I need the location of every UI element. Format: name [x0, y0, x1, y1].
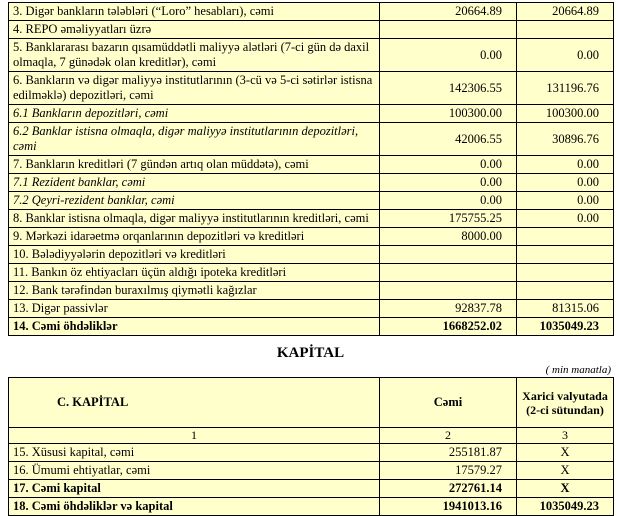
table-row: [9, 318, 614, 336]
row-label: 17. Cəmi kapital: [9, 480, 380, 498]
table-row: [9, 462, 614, 480]
capital-subheader-row: [9, 428, 614, 444]
column-number-2: 2: [380, 428, 517, 444]
row-value-xarici: X: [517, 462, 614, 480]
table-row: [9, 480, 614, 498]
table-row: [9, 174, 614, 192]
row-label: 13. Digər passivlər: [9, 300, 380, 318]
table-row: [9, 246, 614, 264]
row-value-cemi: 0.00: [380, 156, 517, 174]
row-value-xarici: 0.00: [517, 39, 614, 72]
column-number-3: 3: [517, 428, 614, 444]
row-value-cemi: 42006.55: [380, 123, 517, 156]
row-label: 7.1 Rezident banklar, cəmi: [9, 174, 380, 192]
row-value-cemi: 1668252.02: [380, 318, 517, 336]
table-row: [9, 444, 614, 462]
row-label: 12. Bank tərəfindən buraxılmış qiymətli kağızlar: [9, 282, 380, 300]
row-value-xarici: 0.00: [517, 156, 614, 174]
unit-note: ( min manatla): [545, 364, 611, 376]
row-label: 15. Xüsusi kapital, cəmi: [9, 444, 380, 462]
row-value-cemi: 17579.27: [380, 462, 517, 480]
row-value-cemi: [380, 264, 517, 282]
table-row: [9, 300, 614, 318]
row-label: 8. Banklar istisna olmaqla, digər maliyyə institutlarının kreditləri, cəmi: [9, 210, 380, 228]
table-row: [9, 156, 614, 174]
row-value-cemi: 0.00: [380, 39, 517, 72]
row-value-xarici: 20664.89: [517, 3, 614, 21]
row-value-xarici: X: [517, 444, 614, 462]
table-row: [9, 105, 614, 123]
row-value-xarici: [517, 282, 614, 300]
row-label: 3. Digər bankların tələbləri (“Loro” hesabları), cəmi: [9, 3, 380, 21]
capital-header-name: C. KAPİTAL: [9, 378, 380, 428]
row-label: 5. Banklararası bazarın qısamüddətli maliyyə alətləri (7-ci gün də daxil olmaqla, 7 günədək olan kreditlər), cəmi: [9, 39, 380, 72]
table-row: [9, 72, 614, 105]
row-label: 16. Ümumi ehtiyatlar, cəmi: [9, 462, 380, 480]
row-label: 10. Bələdiyyələrin depozitləri və kreditləri: [9, 246, 380, 264]
table-row: [9, 498, 614, 516]
row-value-xarici: [517, 228, 614, 246]
row-label: 7.2 Qeyri-rezident banklar, cəmi: [9, 192, 380, 210]
row-value-cemi: 175755.25: [380, 210, 517, 228]
row-value-xarici: X: [517, 480, 614, 498]
row-label: 6.1 Bankların depozitləri, cəmi: [9, 105, 380, 123]
liabilities-table: [8, 2, 614, 336]
row-value-xarici: 131196.76: [517, 72, 614, 105]
row-value-xarici: [517, 21, 614, 39]
table-row: [9, 123, 614, 156]
table-row: [9, 282, 614, 300]
row-value-cemi: 255181.87: [380, 444, 517, 462]
row-value-xarici: 100300.00: [517, 105, 614, 123]
row-value-cemi: [380, 21, 517, 39]
row-label: 18. Cəmi öhdəliklər və kapital: [9, 498, 380, 516]
row-label: 4. REPO əməliyyatları üzrə: [9, 21, 380, 39]
row-value-xarici: [517, 264, 614, 282]
row-value-xarici: 0.00: [517, 174, 614, 192]
row-value-cemi: [380, 282, 517, 300]
row-value-xarici: [517, 246, 614, 264]
row-value-cemi: 1941013.16: [380, 498, 517, 516]
row-value-cemi: 20664.89: [380, 3, 517, 21]
table-row: [9, 3, 614, 21]
row-label: 6.2 Banklar istisna olmaqla, digər maliyyə institutlarının depozitləri, cəmi: [9, 123, 380, 156]
table-row: [9, 228, 614, 246]
column-number-1: 1: [9, 428, 380, 444]
capital-header-cemi: Cəmi: [380, 378, 517, 428]
capital-header-xarici: Xarici valyutada (2-ci sütundan): [517, 378, 614, 428]
row-value-cemi: 142306.55: [380, 72, 517, 105]
row-value-cemi: 272761.14: [380, 480, 517, 498]
row-label: 11. Bankın öz ehtiyacları üçün aldığı ipoteka kreditləri: [9, 264, 380, 282]
table-row: [9, 39, 614, 72]
row-value-xarici: 1035049.23: [517, 498, 614, 516]
row-label: 7. Bankların kreditləri (7 gündən artıq olan müddətə), cəmi: [9, 156, 380, 174]
row-value-xarici: 1035049.23: [517, 318, 614, 336]
row-value-cemi: 92837.78: [380, 300, 517, 318]
table-row: [9, 210, 614, 228]
row-label: 14. Cəmi öhdəliklər: [9, 318, 380, 336]
row-label: 6. Bankların və digər maliyyə institutlarının (3-cü və 5-ci sətirlər istisna edilməklə) depozitləri, cəmi: [9, 72, 380, 105]
table-row: [9, 192, 614, 210]
capital-table: [8, 377, 614, 516]
row-value-cemi: 0.00: [380, 174, 517, 192]
row-value-xarici: 0.00: [517, 192, 614, 210]
row-value-xarici: 81315.06: [517, 300, 614, 318]
row-value-cemi: 8000.00: [380, 228, 517, 246]
row-value-cemi: 100300.00: [380, 105, 517, 123]
row-value-xarici: 30896.76: [517, 123, 614, 156]
row-value-xarici: 0.00: [517, 210, 614, 228]
table-row: [9, 264, 614, 282]
table-row: [9, 21, 614, 39]
row-value-cemi: [380, 246, 517, 264]
kapital-heading: KAPİTAL: [276, 345, 345, 361]
capital-header-row: [9, 378, 614, 428]
row-label: 9. Mərkəzi idarəetmə orqanlarının depozitləri və kreditləri: [9, 228, 380, 246]
row-value-cemi: 0.00: [380, 192, 517, 210]
